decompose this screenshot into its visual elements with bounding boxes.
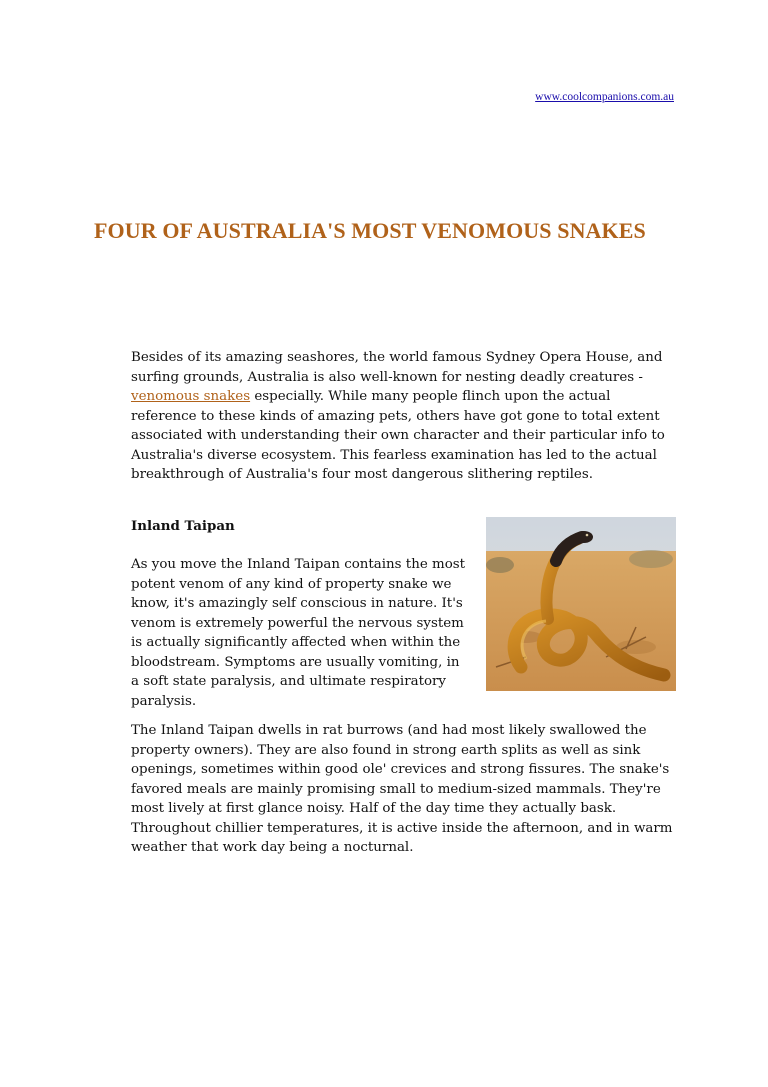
inland-taipan-paragraph-2: The Inland Taipan dwells in rat burrows (and had most likely swallowed the property owners). They are also found in strong earth splits as well as sink openings, sometimes within good ole' crevices and strong fissures. The snake's favored meals are mainly promising small to medium-sized mammals. They're most lively at first glance noisy. Half of the day time they actually bask. Throughout chillier temperatures, it is active inside the afternoon, and in warm weather that work day being a nocturnal. (131, 723, 673, 855)
inland-taipan-illustration (486, 517, 676, 691)
inland-taipan-paragraph-1: As you move the Inland Taipan contains the most potent venom of any kind of property snake we know, it's amazingly self conscious in nature. It's venom is extremely powerful the nervous system is actually significantly affected when within the bloodstream. Symptoms are usually vomiting, in a soft state paralysis, and ultimate respiratory paralysis. (131, 557, 466, 709)
section-heading-inland-taipan: Inland Taipan (131, 518, 235, 534)
article-title: FOUR OF AUSTRALIA'S MOST VENOMOUS SNAKES (94, 218, 646, 243)
site-link[interactable]: www.coolcompanions.com.au (535, 91, 674, 103)
intro-text-start: Besides of its amazing seashores, the world famous Sydney Opera House, and surfing grounds, Australia is also well-known for nesting deadly creatures - (131, 350, 663, 385)
intro-text-end: especially. While many people flinch upon the actual reference to these kinds of amazing pets, others have got gone to total extent associated with understanding their own character and their particular info to Australia's diverse ecosystem. This fearless examination has led to the actual breakthrough of Australia's four most dangerous slithering reptiles. (131, 389, 665, 482)
inland-taipan-photo (486, 517, 676, 691)
venomous-snakes-link[interactable]: venomous snakes (131, 389, 251, 404)
intro-paragraph (131, 348, 679, 485)
